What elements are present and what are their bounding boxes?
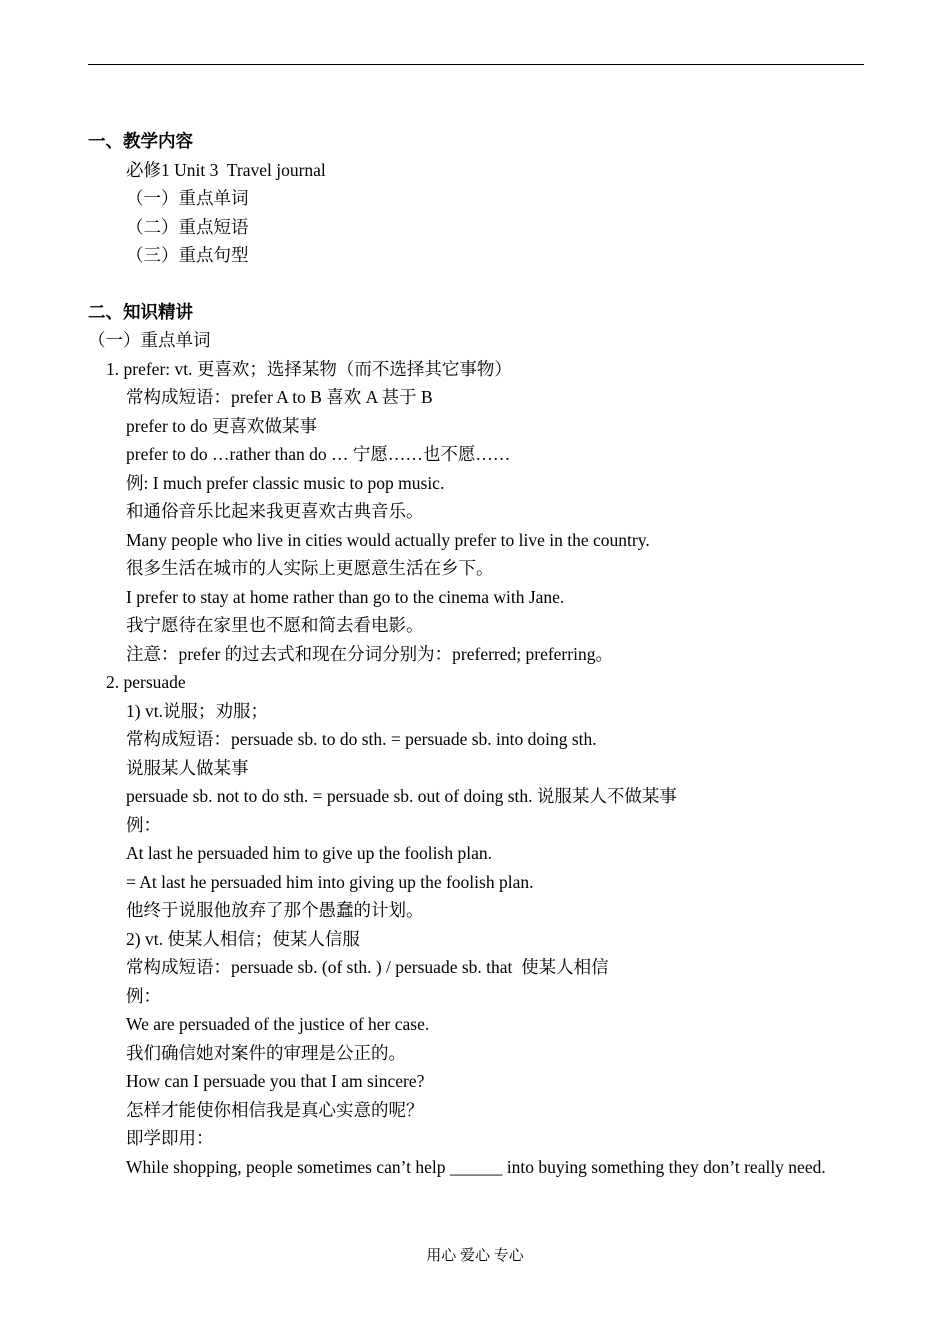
persuade-sense-1: 1) vt.说服；劝服； — [126, 700, 268, 721]
persuade-phrase-1-meaning: 说服某人做某事 — [126, 757, 249, 778]
prefer-example-3-translation: 我宁愿待在家里也不愿和简去看电影。 — [126, 615, 424, 635]
example-label: 例： — [126, 814, 161, 835]
prefer-example-2: Many people who live in cities would actually prefer to live in the country. — [126, 529, 650, 550]
section-2-title: 二、知识精讲 — [88, 301, 193, 322]
example-label: 例： — [126, 985, 161, 1006]
practice-exercise: While shopping, people sometimes can’t help ______ into buying something they don’t really need. — [126, 1156, 826, 1177]
persuade-example-1: At last he persuaded him to give up the foolish plan. — [126, 843, 492, 863]
entry-persuade-heading: 2. persuade — [106, 672, 186, 692]
section-1-title: 一、教学内容 — [88, 131, 193, 151]
persuade-phrase-2: persuade sb. not to do sth. = persuade sb. out of doing sth. 说服某人不做某事 — [126, 786, 677, 806]
course-unit-line: 必修1 Unit 3 Travel journal — [126, 159, 326, 180]
persuade-phrase-1: 常构成短语：persuade sb. to do sth. = persuade sb. into doing sth. — [126, 729, 597, 749]
prefer-phrase-1: 常构成短语：prefer A to B 喜欢 A 甚于 B — [126, 387, 433, 407]
persuade-example-1-translation: 他终于说服他放弃了那个愚蠢的计划。 — [126, 900, 424, 920]
subsection-title: （一）重点单词 — [88, 330, 211, 350]
prefer-phrase-3: prefer to do …rather than do … 宁愿……也不愿…… — [126, 444, 511, 464]
prefer-phrase-2: prefer to do 更喜欢做某事 — [126, 415, 318, 436]
page-footer: 用心 爱心 专心 — [426, 1248, 524, 1264]
content-item-words: （一）重点单词 — [126, 188, 249, 208]
persuade-example-3-translation: 怎样才能使你相信我是真心实意的呢？ — [126, 1099, 424, 1120]
persuade-phrase-3: 常构成短语：persuade sb. (of sth. ) / persuade sb. that 使某人相信 — [126, 957, 609, 977]
document-body — [88, 127, 864, 1181]
header-rule — [88, 64, 864, 65]
persuade-example-1-alt: = At last he persuaded him into giving up the foolish plan. — [126, 871, 534, 892]
prefer-example-3: I prefer to stay at home rather than go to the cinema with Jane. — [126, 586, 565, 607]
prefer-example-1: 例: I much prefer classic music to pop music. — [126, 472, 445, 493]
prefer-example-2-translation: 很多生活在城市的人实际上更愿意生活在乡下。 — [126, 558, 494, 578]
prefer-note: 注意：prefer 的过去式和现在分词分别为：preferred; preferring。 — [126, 643, 613, 664]
content-item-sentences: （三）重点句型 — [126, 245, 249, 265]
content-item-phrases: （二）重点短语 — [126, 216, 249, 237]
prefer-example-1-translation: 和通俗音乐比起来我更喜欢古典音乐。 — [126, 501, 424, 521]
persuade-example-3: How can I persuade you that I am sincere? — [126, 1071, 425, 1091]
section-gap — [88, 270, 864, 298]
practice-label: 即学即用： — [126, 1128, 214, 1148]
persuade-example-2: We are persuaded of the justice of her case. — [126, 1014, 430, 1034]
entry-prefer-heading: 1. prefer: vt. 更喜欢；选择某物（而不选择其它事物） — [106, 358, 512, 379]
persuade-sense-2: 2) vt. 使某人相信；使某人信服 — [126, 928, 360, 949]
persuade-example-2-translation: 我们确信她对案件的审理是公正的。 — [126, 1042, 406, 1063]
